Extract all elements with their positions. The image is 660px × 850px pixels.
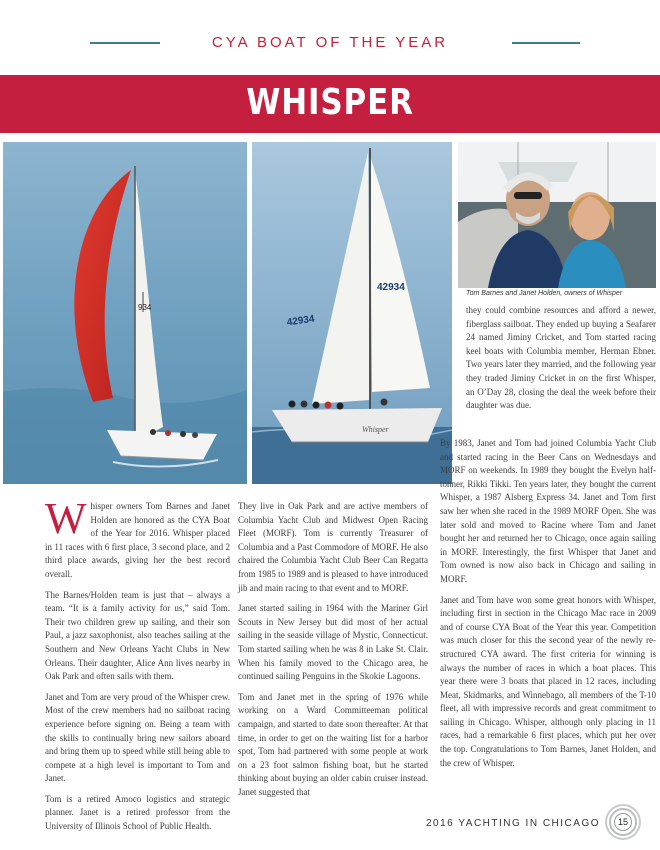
svg-text:Whisper: Whisper [362,425,389,434]
sail-number-main: 42934 [377,282,405,293]
page-title: WHISPER [246,82,414,123]
article-paragraph: Tom is a retired Amoco logistics and strategic planner. Janet is a retired professor from the University of Illinois School of Public Health. [45,793,230,832]
drop-cap: W [45,494,87,543]
whisper-upwind-photo [252,142,452,484]
article-paragraph: Janet and Tom have won some great honors with Whisper, including first in section in the Chicago Mac race in 2009 and of course CYA Boat of the Year this year. Competition was much closer for this the second year of the newly re-structured CYA award. The first criteria for winning is always the number of races in which a boat places. This year there were 3 boats that placed in 12 races, including Meat, Skidmarks, and Winnebago, all members of the T-10 fleet, all with impressive records and great commitment to sailing in Chicago. Whisper, although only placing in 11 races, had a remarkable 6 first places, which put her over the top. Congratulations to Tom Barnes, Janet Holden, and the crew of Whisper. [440,594,656,768]
photo-caption: Tom Barnes and Janet Holden, owners of Whisper [466,290,623,297]
article-paragraph: Tom and Janet met in the spring of 1976 while working on a Ward Committeeman political campaign, and started to date soon thereafter. At that time, in order to get on the waiting list for a harbor spot, Tom had partnered with some people at work on a 23 foot salmon fishing boat, but he started thinking about buying an older cabin cruiser instead. Janet suggested that [238,691,428,797]
article-paragraph: they could combine resources and afford a newer, fiberglass sailboat. They ended up buying a Seafarer 24 named Jiminy Cricket, and Tom started racing keel boats with Columbia member, Herman Ebner. Two years later they married, and the following year they traded Jiminy Cricket in on the first Whisper, an O’Day 28, closing the deal the week before their daughter was due. [466,305,656,411]
article-paragraph: The Barnes/Holden team is just that – always a team. “It is a family activity for us,” said Tom. Their two children grew up sailing, and their son Paul, a jazz saxophonist, also teaches sailing at the Southern and New Orleans Yacht Clubs in New Orleans. Their daughter, Alice Ann lives nearby in Oak Park and often sails with them. [45,589,230,682]
spinnaker-sailboat-photo [3,142,247,484]
article-column-2 [238,500,428,806]
article-column-1 [45,494,230,841]
sail-number-jib: 42934 [286,313,316,329]
article-paragraph: Janet and Tom are very proud of the Whisper crew. Most of the crew members had no sailboat racing experience before signing on. Being a team with the skills to continually bring new sailors aboard and bring them up to speed while still being able to compete at a high level is important to Tom and Janet. [45,691,230,784]
article-paragraph: They live in Oak Park and are active members of Columbia Yacht Club and Midwest Open Racing Fleet (MORF). Tom is currently Treasurer of Columbia and a Past Commodore of MORF. He also chaired the Columbia Yacht Club Beer Can Regatta from 1985 to 1989 and is pleased to have introduced jib and main racing to that event and to MORF. [238,501,429,593]
publication-footer: 2016 YACHTING IN CHICAGO [426,818,600,829]
page-number-badge [609,808,637,836]
article-paragraph: By 1983, Janet and Tom had joined Columbia Yacht Club and started racing in the Beer Cans on Wednesdays and MORF on weekends. In 1989 they bought the Evelyn half-tonner, Rikki Tikki. Ten years later, they bought the current Whisper, a 1987 Alsberg Express 34. Janet and Tom first saw her when she raced in the 1989 MORF Open. She was later sold and moved to Racine where Tom and Janet bought her and returned her to Chicago, once again sailing in MORF. Interestingly, the first Whisper that Janet and Tom owned is now also back in Chicago and sailing in MORF. [440,438,656,584]
page-number: 15 [614,813,632,831]
article-paragraph: hisper owners Tom Barnes and Janet Holden are honored as the CYA Boat of the Year for 2016. Whisper placed in 11 races with 6 first place, 3 second place, and 2 third place awards, giving her the best record overall. [45,501,230,579]
article-paragraph: Janet started sailing in 1964 with the Mariner Girl Scouts in New Jersey but did most of her actual sailing in the seaside village of Mystic, Connecticut. Tom started sailing when he was 8 in Lake St. Clair. When his family moved to the Chicago area, he continued sailing Penguins in the Skokie Lagoons. [238,603,428,682]
svg-text:934: 934 [138,303,152,312]
section-kicker: CYA BOAT OF THE YEAR [211,34,449,51]
article-column-3-top [466,304,656,420]
article-column-3 [440,437,656,777]
owners-portrait-photo [458,142,656,288]
